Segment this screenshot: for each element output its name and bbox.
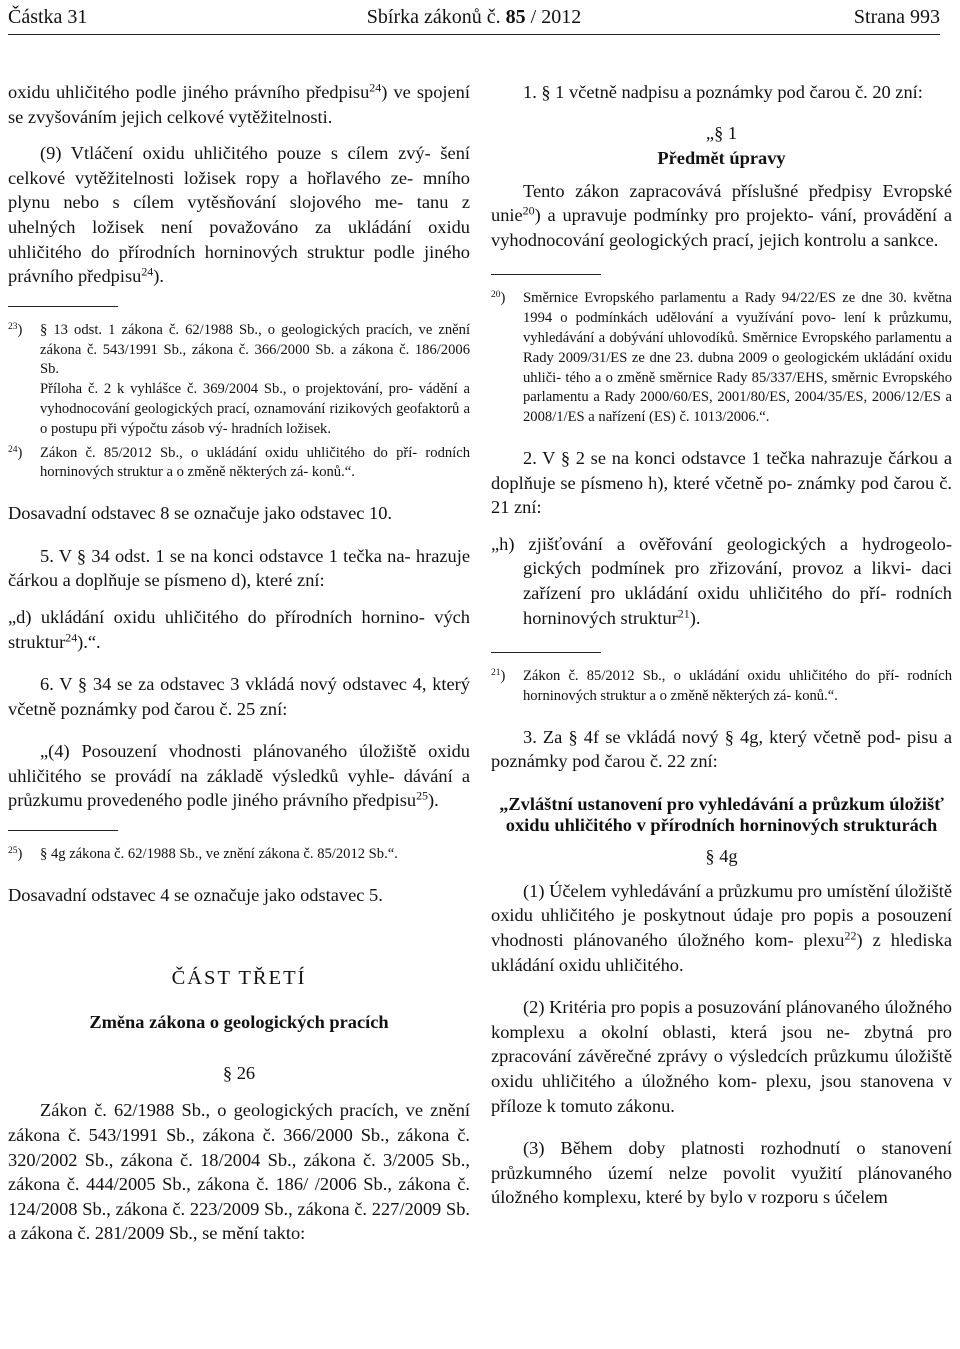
part-heading: ČÁST TŘETÍ <box>171 967 307 990</box>
paragraph: oxidu uhličitého podle jiného právního předpisu$^{24}$) ve spojení se zvyšováním jejich celkové vytěžitelnosti. <box>8 80 470 127</box>
footnote-divider <box>491 274 601 275</box>
footnote-23-continued: Příloha č. 2 k vyhlášce č. 369/2004 Sb., o projektování, pro- vádění a vyhodnocování geologických prací, oznamování rizikových geofaktorů a o postupu při výpočtu zásob vý- hradních ložisek. <box>40 381 470 437</box>
footnote-20: $^{20}$) Směrnice Evropského parlamentu a Rady 94/22/ES ze dne 30. května 1994 o podmínkách udělování a využívání povo- lení k průzkumu, vyhledávání a dobývání uhlovodíků. Směrnice Evropského parlamentu a Rady 2009/31/ES ze dne 23. dubna 2009 o geologickém ukládání oxidu uhliči- tého a o změně směrnice Rady 85/337/EHS, směrnic Evropského parlamentu a Rady 2000/60/ES, 2001/80/ES, 2004/35/ES, 2006/12/ES a 2008/1/ES a nařízení (ES) č. 1013/2006.“. <box>491 290 952 426</box>
page-number: Strana 993 <box>853 6 940 28</box>
page-header <box>8 2 940 32</box>
section-number: § 4g <box>705 845 738 866</box>
section-number: „§ 1 <box>705 122 738 143</box>
paragraph: Dosavadní odstavec 8 se označuje jako odstavec 10. <box>8 503 393 524</box>
amendment-point-2: 2. V § 2 se na konci odstavce 1 tečka nahrazuje čárkou a doplňuje se písmeno h), které včetně po- známky pod čarou č. 21 zní: <box>491 447 952 518</box>
paragraph: Dosavadní odstavec 4 se označuje jako odstavec 5. <box>8 884 383 905</box>
paragraph: (2) Kritéria pro popis a posuzování plánovaného úložného komplexu a okolní oblasti, která jsou ne- zbytná pro zpracování závěrečné zprávy o výsledcích průzkumu úložiště oxidu uhličitého a úložného kom- plexu, jsou stanovena v příloze k tomuto zákonu. <box>491 997 952 1116</box>
right-column <box>491 80 952 1210</box>
paragraph: (9) Vtláčení oxidu uhličitého pouze s cílem zvý- šení celkové vytěžitelnosti ložisek ropy a hořlavého ze- mního plynu nebo s cílem vytěsňování slojového me- tanu z uhelných ložisek není považováno za ukládání oxidu uhličitého do přírodních horninových struktur podle jiného právního předpisu$^{24}$). <box>8 143 470 287</box>
amendment-point-5: 5. V § 34 odst. 1 se na konci odstavce 1 tečka na- hrazuje čárkou a doplňuje se písmeno d), které zní: <box>8 545 470 591</box>
paragraph: Tento zákon zapracovává příslušné předpisy Evropské unie$^{20}$) a upravuje podmínky pro projekto- vání, provádění a vyhodnocování geologických prací, jejich kontrolu a sankce. <box>491 180 952 250</box>
amendment-point-6: 6. V § 34 se za odstavec 3 vkládá nový odstavec 4, který včetně poznámky pod čarou č. 25 zní: <box>8 674 470 719</box>
section-title: Předmět úpravy <box>657 147 786 168</box>
footnote-25: $^{25}$) § 4g zákona č. 62/1988 Sb., ve znění zákona č. 85/2012 Sb.“. <box>8 845 398 863</box>
issue-number: Částka 31 <box>8 6 88 28</box>
section-number: § 26 <box>222 1063 256 1084</box>
part-title: Změna zákona o geologických pracích <box>89 1012 389 1033</box>
collection-title: Sbírka zákonů č. 85 / 2012 <box>366 6 582 28</box>
footnote-divider <box>8 306 118 307</box>
collection-number: 85 <box>505 6 526 28</box>
amendment-point-3: 3. Za § 4f se vkládá nový § 4g, který včetně pod- pisu a poznámky pod čarou č. 22 zní: <box>491 726 952 772</box>
section-title: „Zvláštní ustanovení pro vyhledávání a průzkum úložišť oxidu uhličitého v přírodních horninových strukturách <box>499 793 944 835</box>
footnote-24: $^{24}$) Zákon č. 85/2012 Sb., o ukládání oxidu uhličitého do pří- rodních horninových struktur a o změně některých zá- konů.“. <box>8 444 470 481</box>
footnote-23: $^{23}$) § 13 odst. 1 zákona č. 62/1988 Sb., o geologických pracích, ve znění zákona č. 543/1991 Sb., zákona č. 366/2000 Sb. a zákona č. 186/2006 Sb. <box>8 321 470 378</box>
left-column <box>8 80 470 1246</box>
paragraph: Zákon č. 62/1988 Sb., o geologických pracích, ve znění zákona č. 543/1991 Sb., zákona č. 366/2000 Sb., zákona č. 320/2002 Sb., zákona č. 18/2004 Sb., zákona č. 3/2005 Sb., zákona č. 444/2005 Sb., zákona č. 186/ /2006 Sb., zákona č. 124/2008 Sb., zákona č. 223/2009 Sb., zákona č. 227/2009 Sb. a zákona č. 281/2009 Sb., se mění takto: <box>8 1100 470 1244</box>
header-divider <box>8 34 940 35</box>
footnote-21: $^{21}$) Zákon č. 85/2012 Sb., o ukládání oxidu uhličitého do pří- rodních horninových struktur a o změně některých zá- konů.“. <box>491 667 952 704</box>
footnote-divider <box>8 830 118 831</box>
quoted-letter-h: „h) zjišťování a ověřování geologických a hydrogeolo- gických podmínek pro zřizování, provoz a likvi- daci zařízení pro ukládání oxidu uhličitého do pří- rodních horninových struktur$^{21}$). <box>491 533 952 628</box>
quoted-paragraph-4: „(4) Posouzení vhodnosti plánovaného úložiště oxidu uhličitého se provádí na základě výsledků vyhle- dávání a průzkumu provedeného podle jiného právního předpisu$^{25}$). <box>8 741 470 811</box>
quoted-letter-d: „d) ukládání oxidu uhličitého do přírodních hornino- vých struktur$^{24}$).“. <box>8 606 470 652</box>
amendment-point-1: 1. § 1 včetně nadpisu a poznámky pod čarou č. 20 zní: <box>523 82 923 102</box>
paragraph: (1) Účelem vyhledávání a průzkumu pro umístění úložiště oxidu uhličitého je poskytnout údaje pro popis a posouzení vhodnosti plánovaného úložného kom- plexu$^{22}$) z hlediska ukládání oxidu uhličitého. <box>491 880 952 975</box>
paragraph: (3) Během doby platnosti rozhodnutí o stanovení průzkumného území nelze povolit využití plánovaného úložného komplexu, které by bylo v rozporu s účelem <box>491 1138 952 1208</box>
footnote-divider <box>491 652 601 653</box>
